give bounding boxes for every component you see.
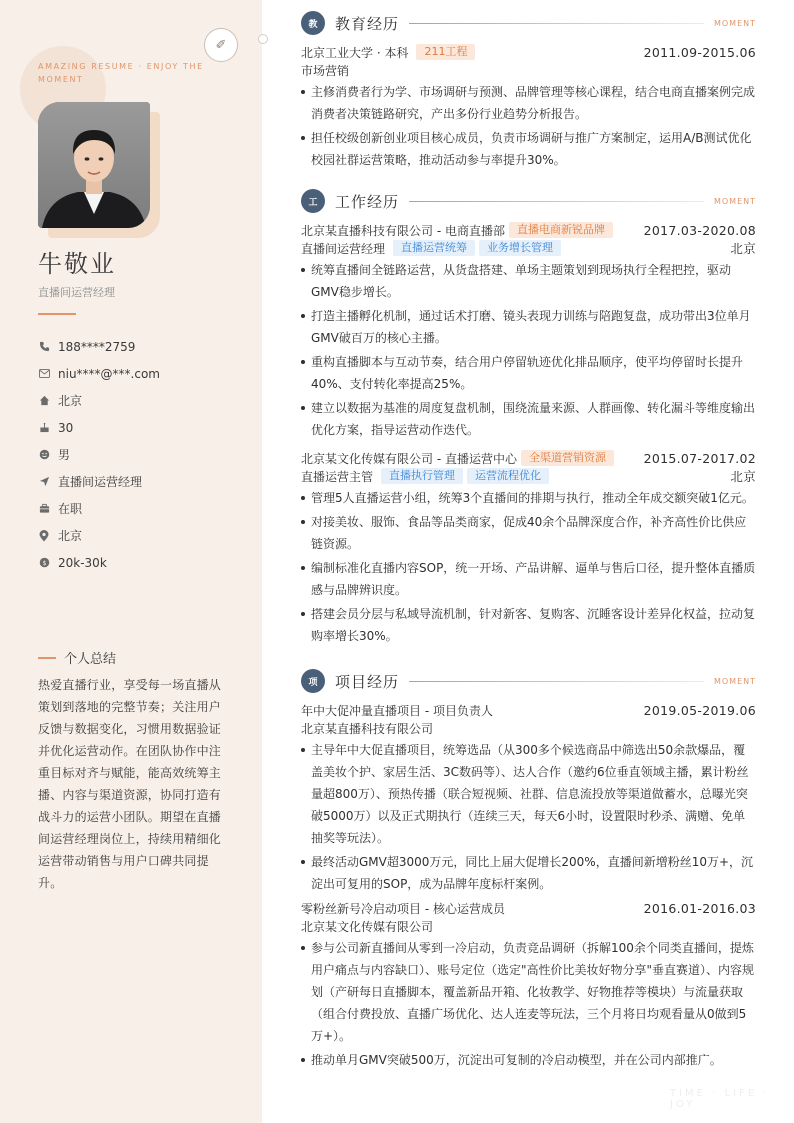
info-text: 在职 (58, 502, 83, 516)
project-entry (301, 701, 756, 895)
school-tag: 211工程 (416, 44, 475, 60)
section-divider (409, 681, 704, 682)
list-item: 统筹直播间全链路运营，从货盘搭建、单场主题策划到现场执行全程把控，驱动GMV稳步增长。 (301, 259, 756, 303)
education-row (301, 43, 756, 61)
info-row-salary (38, 549, 248, 576)
info-text: 20k-30k (58, 555, 107, 570)
company-row (301, 449, 756, 467)
company-tag: 全渠道营销资源 (521, 450, 614, 466)
project-date: 2019.05-2019.06 (643, 702, 756, 718)
info-row-status (38, 495, 248, 522)
project-entry (301, 899, 756, 1071)
list-item: 编制标准化直播内容SOP，统一开场、产品讲解、逼单与售后口径，提升整体直播质感与品牌辨识度。 (301, 557, 756, 601)
education-entry (301, 43, 756, 171)
list-item: 建立以数据为基准的周度复盘机制，围绕流量来源、人群画像、转化漏斗等维度输出优化方案，指导运营动作迭代。 (301, 397, 756, 441)
info-row-target-role (38, 468, 248, 495)
section-badge: 教 (301, 11, 325, 35)
skill-tag: 直播运营统筹 (393, 240, 475, 256)
school-name: 北京工业大学 · 本科 (301, 45, 409, 60)
face-icon (38, 449, 50, 461)
list-item: 重构直播脚本与互动节奏，结合用户停留轨迹优化排品顺序，使平均停留时长提升40%、支付转化率提高25%。 (301, 351, 756, 395)
info-row-email (38, 360, 248, 387)
section-badge: 项 (301, 669, 325, 693)
job-city: 北京 (730, 469, 756, 484)
section-badge: 工 (301, 189, 325, 213)
contact-info (38, 333, 248, 576)
skill-tag: 业务增长管理 (479, 240, 561, 256)
moment-label: MOMENT (713, 676, 756, 686)
list-item: 参与公司新直播间从零到一冷启动，负责竞品调研（拆解100余个同类直播间，提炼用户痛点与内容缺口）、账号定位（选定"高性价比美妆好物分享"垂直赛道）、内容规划（产研每日直播脚本，覆盖新品开箱、化妆教学、好物推荐等模块）与流量获取（组合付费投放、直播广场优化、达人连麦等玩法，三个月将日均观看量从0做到5万+）。 (301, 937, 756, 1047)
company-tag: 直播电商新锐品牌 (509, 222, 613, 238)
briefcase-icon (38, 503, 50, 515)
moment-label: MOMENT (713, 196, 756, 206)
candidate-name: 牛敬业 (38, 250, 116, 278)
list-item: 主导年中大促直播项目，统筹选品（从300多个候选商品中筛选出50余款爆品，覆盖美妆个护、家居生活、3C数码等）、达人合作（邀约6位垂直领域主播，累计粉丝量超800万）、预热传播（联合短视频、社群、信息流投放等渠道做蓄水，总曝光突破5000万）以及正式期执行（连续三天，每天6小时，设置限时秒杀、满赠、免单抽奖等玩法）。 (301, 739, 756, 849)
decorative-dot (258, 34, 268, 44)
job-bullets (301, 259, 756, 441)
info-row-hometown (38, 387, 248, 414)
section-title: 教育经历 (335, 14, 400, 33)
list-item: 主修消费者行为学、市场调研与预测、品牌管理等核心课程，结合电商直播案例完成消费者决策链路研究，产出多份行业趋势分析报告。 (301, 81, 756, 125)
education-date: 2011.09-2015.06 (643, 44, 756, 60)
project-bullets (301, 937, 756, 1071)
info-text: 男 (58, 448, 71, 462)
info-text: 北京 (58, 529, 83, 543)
section-education-header (301, 11, 756, 35)
heading-accent (38, 657, 56, 659)
info-row-age (38, 414, 248, 441)
project-row (301, 899, 756, 917)
job-city: 北京 (730, 241, 756, 256)
info-text: 30 (58, 420, 74, 435)
project-org: 北京某直播科技有限公司 (301, 721, 434, 736)
summary-heading (38, 648, 116, 667)
watermark: TIME · LIFE · JOY (670, 1088, 770, 1110)
section-divider (409, 201, 704, 202)
skill-tag: 运营流程优化 (467, 468, 549, 484)
position: 直播运营主管 (301, 469, 374, 484)
home-icon (38, 395, 50, 407)
candidate-role: 直播间运营经理 (38, 286, 115, 299)
salary-icon (38, 557, 50, 569)
project-name: 年中大促冲量直播项目 - 项目负责人 (301, 703, 493, 718)
info-row-gender (38, 441, 248, 468)
info-row-location (38, 522, 248, 549)
work-entry (301, 221, 756, 441)
phone-icon (38, 341, 50, 353)
pen-icon: ✐ (204, 28, 238, 62)
list-item: 搭建会员分层与私域导流机制，针对新客、复购客、沉睡客设计差异化权益，拉动复购率增长30%。 (301, 603, 756, 647)
project-org: 北京某文化传媒有限公司 (301, 919, 434, 934)
info-row-phone (38, 333, 248, 360)
section-divider (409, 23, 704, 24)
job-date: 2017.03-2020.08 (643, 222, 756, 238)
info-text: 北京 (58, 394, 83, 408)
position-row (301, 467, 756, 485)
job-date: 2015.07-2017.02 (643, 450, 756, 466)
project-row (301, 701, 756, 719)
section-title: 工作经历 (335, 192, 400, 211)
list-item: 管理5人直播运营小组，统筹3个直播间的排期与执行，推动全年成交额突破1亿元。 (301, 487, 756, 509)
list-item: 担任校级创新创业项目核心成员，负责市场调研与推广方案制定，运用A/B测试优化校园社群运营策略，推动活动参与率提升30%。 (301, 127, 756, 171)
email-icon (38, 368, 50, 380)
company-name: 北京某文化传媒有限公司 - 直播运营中心 (301, 451, 517, 466)
cake-icon (38, 422, 50, 434)
info-text: niu****@***.com (58, 366, 160, 381)
skill-tag: 直播执行管理 (381, 468, 463, 484)
sidebar (0, 0, 262, 1123)
section-projects-header (301, 669, 756, 693)
education-bullets (301, 81, 756, 171)
send-icon (38, 476, 50, 488)
divider (38, 313, 76, 315)
position: 直播间运营经理 (301, 241, 386, 256)
position-row (301, 239, 756, 257)
summary-title: 个人总结 (64, 652, 117, 667)
job-bullets (301, 487, 756, 647)
svg-text:$: $ (41, 558, 47, 567)
company-name: 北京某直播科技有限公司 - 电商直播部 (301, 223, 505, 238)
info-text: 直播间运营经理 (58, 475, 143, 489)
project-name: 零粉丝新号冷启动项目 - 核心运营成员 (301, 901, 505, 916)
major: 市场营销 (301, 63, 350, 78)
company-row (301, 221, 756, 239)
info-text: 188****2759 (58, 339, 136, 354)
moment-label: MOMENT (713, 18, 756, 28)
section-title: 项目经历 (335, 672, 400, 691)
list-item: 打造主播孵化机制，通过话术打磨、镜头表现力训练与陪跑复盘，成功带出3位单月GMV破百万的核心主播。 (301, 305, 756, 349)
location-pin-icon (38, 530, 50, 542)
list-item: 对接美妆、服饰、食品等品类商家，促成40余个品牌深度合作，补齐高性价比供应链资源。 (301, 511, 756, 555)
section-work-header (301, 189, 756, 213)
summary-text: 热爱直播行业，享受每一场直播从策划到落地的完整节奏；关注用户反馈与数据变化，习惯用数据验证并优化运营动作。在团队协作中注重目标对齐与赋能，能高效统筹主播、内容与渠道资源，协同打造有战斗力的运营小团队。期望在直播间运营经理岗位上，持续用精细化运营带动销售与用户口碑共同提升。 (38, 678, 222, 890)
avatar (38, 102, 150, 228)
work-entry (301, 449, 756, 647)
project-bullets (301, 739, 756, 895)
project-date: 2016.01-2016.03 (643, 900, 756, 916)
list-item: 最终活动GMV超3000万元，同比上届大促增长200%，直播间新增粉丝10万+，沉淀出可复用的SOP，成为品牌年度标杆案例。 (301, 851, 756, 895)
list-item: 推动单月GMV突破500万，沉淀出可复制的冷启动模型，并在公司内部推广。 (301, 1049, 756, 1071)
tagline: AMAZING RESUME · ENJOY THE MOMENT (38, 62, 204, 84)
